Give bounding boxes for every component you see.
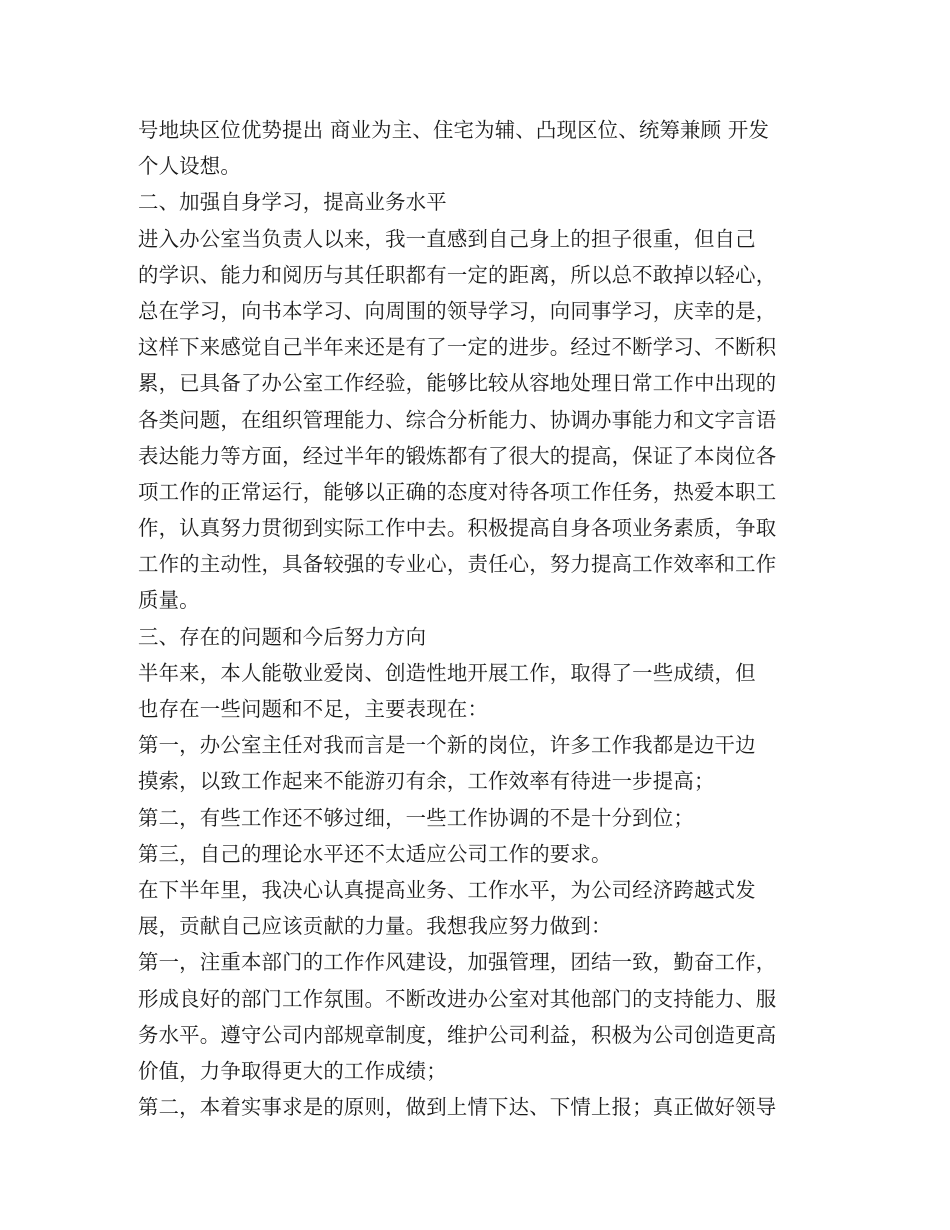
text-line: 第二，有些工作还不够过细，一些工作协调的不是十分到位； [138,805,694,830]
text-line: 号地块区位优势提出 商业为主、住宅为辅、凸现区位、统筹兼顾 开发 [138,118,770,142]
text-line: 半年来，本人能敬业爱岗、创造性地开展工作，取得了一些成绩，但 [138,660,756,685]
text-line: 累，已具备了办公室工作经验，能够比较从容地处理日常工作中出现的 [138,371,777,396]
text-line: 工作的主动性，具备较强的专业心，责任心，努力提高工作效率和工作 [138,552,777,577]
text-line: 总在学习，向书本学习、向周围的领导学习，向同事学习，庆幸的是， [138,298,777,323]
text-line: 在下半年里，我决心认真提高业务、工作水平，为公司经济跨越式发 [138,877,756,902]
text-line: 第一，注重本部门的工作作风建设，加强管理，团结一致，勤奋工作， [138,950,777,975]
text-line: 质量。 [138,588,200,613]
text-line: 价值，力争取得更大的工作成绩； [138,1058,447,1083]
text-line: 也存在一些问题和不足，主要表现在： [138,697,489,721]
text-line: 进入办公室当负责人以来，我一直感到自己身上的担子很重，但自己 [138,226,756,251]
text-line: 摸索，以致工作起来不能游刃有余，工作效率有待进一步提高； [138,769,715,794]
text-line: 第二，本着实事求是的原则，做到上情下达、下情上报；真正做好领导 [138,1095,777,1120]
text-line: 务水平。遵守公司内部规章制度，维护公司利益，积极为公司创造更高 [138,1022,777,1047]
text-line: 第三，自己的理论水平还不太适应公司工作的要求。 [138,841,612,866]
section-heading: 三、存在的问题和今后努力方向 [138,624,427,649]
document-body [138,112,828,1125]
text-line: 表达能力等方面，经过半年的锻炼都有了很大的提高，保证了本岗位各 [138,443,777,468]
text-line: 这样下来感觉自己半年来还是有了一定的进步。经过不断学习、不断积 [138,335,777,360]
text-line: 形成良好的部门工作氛围。不断改进办公室对其他部门的支持能力、服 [138,986,777,1011]
text-line: 作，认真努力贯彻到实际工作中去。积极提高自身各项业务素质，争取 [138,516,777,541]
text-line: 第一，办公室主任对我而言是一个新的岗位，许多工作我都是边干边 [138,733,756,758]
section-heading: 二、加强自身学习，提高业务水平 [138,190,447,215]
text-line: 项工作的正常运行，能够以正确的态度对待各项工作任务，热爱本职工 [138,479,777,504]
text-line: 的学识、能力和阅历与其任职都有一定的距离，所以总不敢掉以轻心， [138,262,777,287]
text-line: 展，贡献自己应该贡献的力量。我想我应努力做到： [138,914,612,939]
text-line: 各类问题，在组织管理能力、综合分析能力、协调办事能力和文字言语 [138,407,777,432]
text-line: 个人设想。 [138,154,241,179]
